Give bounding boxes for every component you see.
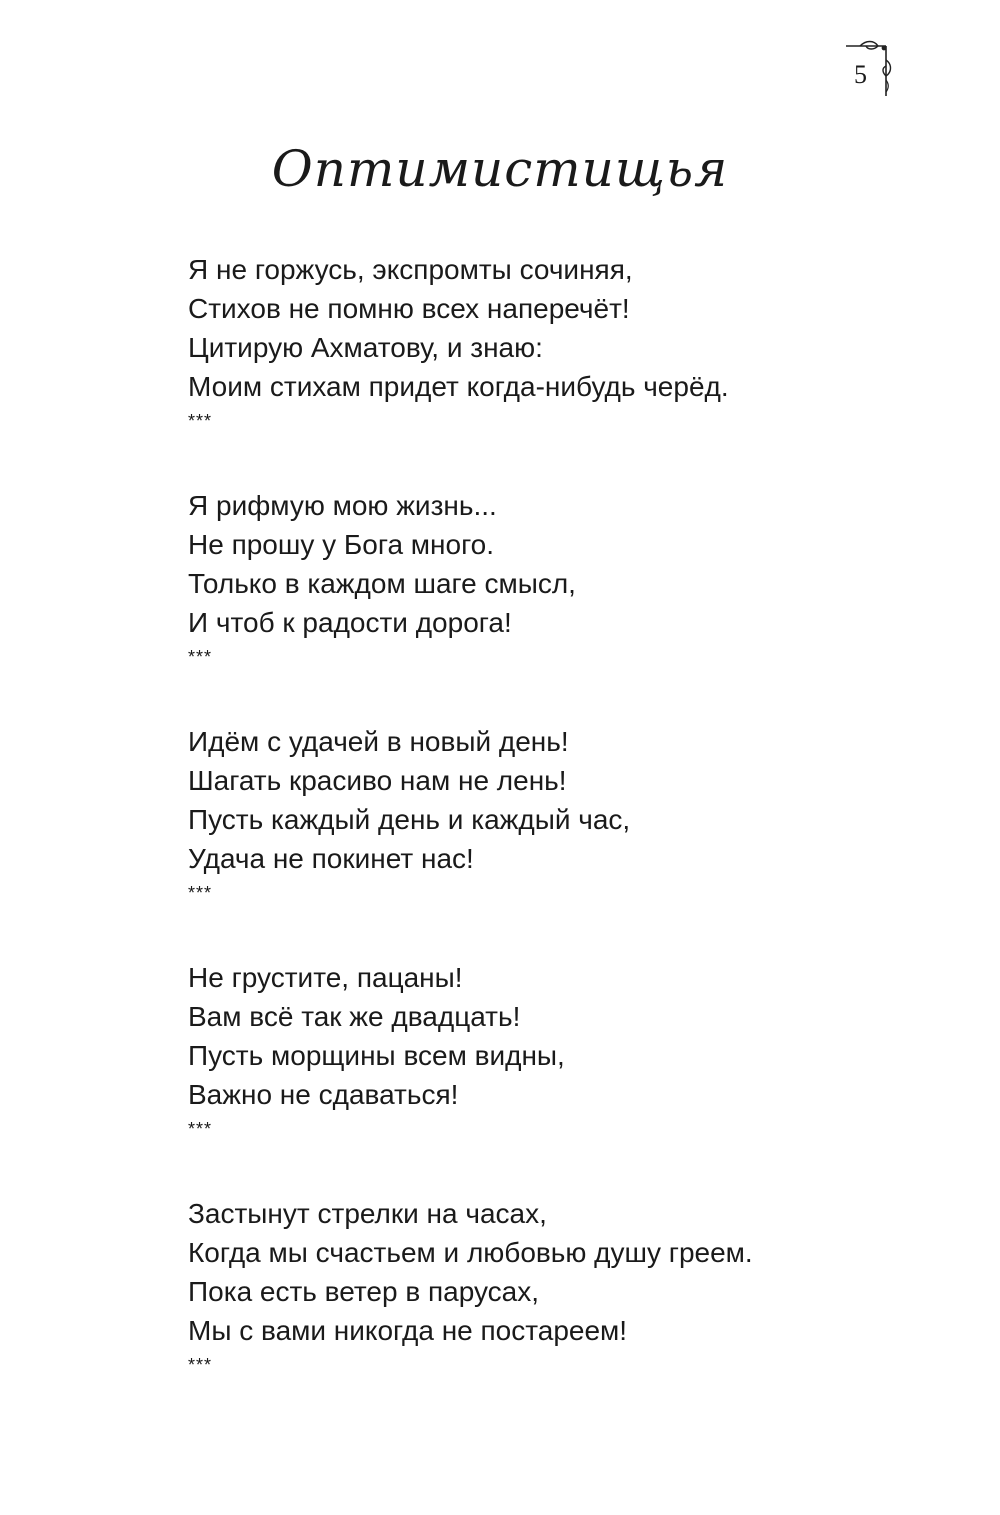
stanza	[188, 722, 908, 958]
stanza	[188, 1194, 908, 1430]
stanza-separator: ***	[188, 411, 213, 431]
poem-line: Удача не покинет нас!	[188, 843, 474, 874]
poem-line: Стихов не помню всех наперечёт!	[188, 293, 630, 324]
poem	[188, 250, 908, 1430]
poem-line: Не грустите, пацаны!	[188, 962, 463, 993]
poem-line: Цитирую Ахматову, и знаю:	[188, 332, 543, 363]
stanza-separator: ***	[188, 1355, 213, 1375]
poem-line: Вам всё так же двадцать!	[188, 1001, 521, 1032]
stanza	[188, 250, 908, 486]
poem-line: Важно не сдаваться!	[188, 1079, 459, 1110]
corner-ornament-icon	[840, 40, 900, 100]
poem-line: И чтоб к радости дорога!	[188, 607, 512, 638]
poem-line: Когда мы счастьем и любовью душу греем.	[188, 1237, 753, 1268]
stanza-separator: ***	[188, 883, 213, 903]
poem-line: Пока есть ветер в парусах,	[188, 1276, 539, 1307]
poem-line: Пусть морщины всем видны,	[188, 1040, 565, 1071]
poem-line: Застынут стрелки на часах,	[188, 1198, 547, 1229]
poem-line: Пусть каждый день и каждый час,	[188, 804, 631, 835]
poem-line: Не прошу у Бога много.	[188, 529, 495, 560]
poem-line: Мы с вами никогда не постареем!	[188, 1315, 628, 1346]
stanza	[188, 958, 908, 1194]
poem-line: Моим стихам придет когда-нибудь черёд.	[188, 371, 729, 402]
stanza-separator: ***	[188, 1119, 213, 1139]
page-title: Оптимистищья	[271, 140, 729, 198]
poem-line: Шагать красиво нам не лень!	[188, 765, 567, 796]
stanza-separator: ***	[188, 647, 213, 667]
poem-line: Я не горжусь, экспромты сочиняя,	[188, 254, 633, 285]
poem-line: Я рифмую мою жизнь...	[188, 490, 497, 521]
page-number: 5	[854, 60, 867, 89]
stanza	[188, 486, 908, 722]
poem-line: Идём с удачей в новый день!	[188, 726, 569, 757]
poem-line: Только в каждом шаге смысл,	[188, 568, 576, 599]
